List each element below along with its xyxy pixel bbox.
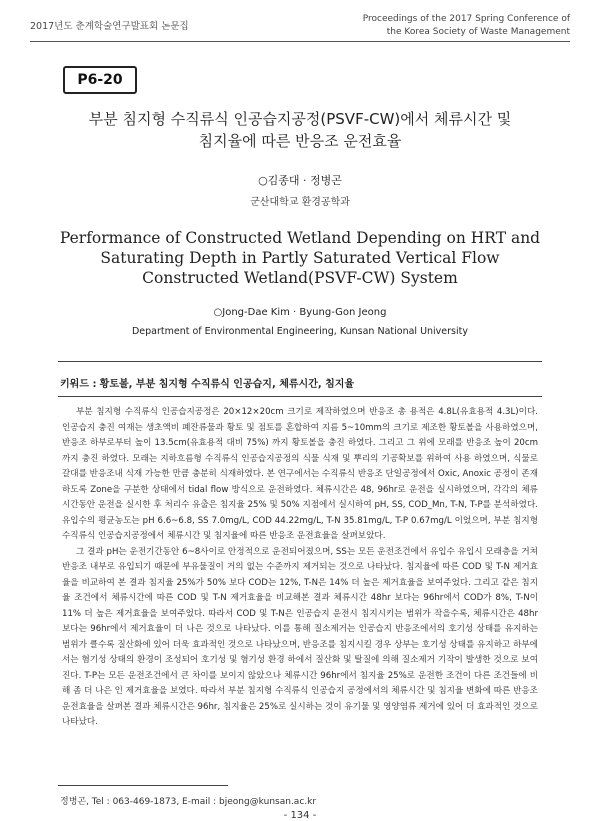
keywords-top-rule bbox=[58, 361, 542, 362]
running-header-right bbox=[363, 13, 570, 39]
english-title bbox=[20, 228, 580, 288]
running-header-left: 2017년도 춘계학술연구발표회 논문집 bbox=[30, 21, 189, 32]
paper-code-badge: P6-20 bbox=[63, 66, 137, 94]
korean-title bbox=[20, 108, 580, 152]
running-header-right-line1: Proceedings of the 2017 Spring Conference of bbox=[362, 14, 570, 24]
keywords bbox=[60, 375, 354, 390]
body-paragraph-2: 그 결과 pH는 운전기간동안 6~8사이로 안정적으로 운전되어졌으며, SS는 모든 운전조건에서 유입수 유입시 모래층을 거쳐 반응조 내부로 유입되기 때문에 부유물질이 거의 없는 수준까지 제거되는 것으로 나타났다. 침지율에 따른 COD 및 T-N 제거효율을 비교하여 본 결과 침지율 25%가 50% 보다 COD는 12%, T-N은 14% 더 높은 제거효율을 보여주었다. 그리고 같은 침지율 조건에서 체류시간에 따른 COD 및 T-N 제거효율을 비교해본 결과 체류시간 48hr 보다는 96hr에서 COD가 8%, T-N이 11% 더 높은 제거효율을 보여주었다. 따라서 COD 및 T-N은 인공습지 운전시 침지시키는 범위가 작을수록, 체류시간은 48hr 보다는 96hr에서 제거효율이 더 나은 것으로 나타났다. 이를 통해 질소제거는 인공습지 반응조에서의 호기성 상태를 유지하는 범위가 클수록 질산화에 있어 더욱 효과적인 것으로 나타났으며, 반응조를 침지시킬 경우 상부는 호기성 상태를 유지하고 하부에서는 혐기성 상태의 환경이 조성되어 호기성 및 혐기성 환경 하에서 질산화 및 탈질에 의해 질소제거 기작이 발생한 것으로 보여진다. T-P는 모든 운전조건에서 큰 차이를 보이지 않았으나 체류시간 96hr에서 침지율 25%로 운전한 조건이 다른 조건들에 비해 좀 더 나은 인 제거효율을 보였다. 따라서 부분 침지형 수직류식 인공습지 공정에서의 체류시간 및 침지율 변화에 따른 반응조 운전효율을 살펴본 결과 체류시간은 96hr, 침지율은 25%로 실시하는 것이 유기물 및 영양염류 제거에 있어 더 효과적인 것으로 나타났다. bbox=[62, 546, 538, 727]
keywords-label: 키워드 : bbox=[60, 379, 97, 390]
running-header-right-line2: the Korea Society of Waste Management bbox=[386, 27, 570, 37]
korean-title-line1: 부분 침지형 수직류식 인공습지공정(PSVF-CW)에서 체류시간 및 bbox=[88, 110, 512, 128]
english-affiliation: Department of Environmental Engineering, Kunsan National University bbox=[131, 326, 468, 337]
footnote-rule bbox=[58, 785, 228, 786]
english-title-line1: Performance of Constructed Wetland Depending on HRT and bbox=[59, 229, 541, 247]
english-authors: ○Jong-Dae Kim · Byung-Gon Jeong bbox=[213, 307, 387, 318]
korean-affiliation: 군산대학교 환경공학과 bbox=[250, 197, 350, 208]
keywords-text: 황토볼, 부분 침지형 수직류식 인공습지, 체류시간, 침지율 bbox=[99, 379, 355, 390]
english-title-line3: Constructed Wetland(PSVF-CW) System bbox=[142, 269, 458, 287]
page-number: - 134 - bbox=[283, 810, 317, 821]
korean-title-line2: 침지율에 따른 반응조 운전효율 bbox=[198, 132, 402, 150]
korean-authors: ○김종대 · 정병곤 bbox=[258, 174, 342, 187]
body-paragraph-1: 부분 침지형 수직류식 인공습지공정은 20×12×20cm 크기로 제작하였으며 반응조 총 용적은 4.8L(유효용적 4.3L)이다. 인공습지 충진 여재는 생초액비 폐잔류물과 황토 및 점토를 혼합하여 지름 5~10mm의 크기로 제조한 황토볼을 사용하였으며, 반응조 하부로부터 높이 13.5cm(유효용적 대비 75%) 까지 황토볼을 충진 하였다. 그리고 그 위에 모래를 반응조 높이 20cm 까지 충진 하였다. 모래는 지하흐름형 수직류식 인공습지공정의 식물 식재 및 뿌리의 기공확보를 위하여 사용 하였으며, 식물로 갈대를 반응조내 식재 가능한 만큼 충분히 식재하였다. 본 연구에서는 수직류식 반응조 단일공정에서 Oxic, Anoxic 공정이 존재하도록 Zone을 구분한 상태에서 tidal flow 방식으로 운전하였다. 체류시간은 48, 96hr로 운전을 실시하였으며, 각각의 체류시간동안 운전을 실시한 후 처리수 유출은 침지율 25% 및 50% 지점에서 실시하여 pH, SS, COD_Mn, T-N, T-P를 분석하였다. 유입수의 평균농도는 pH 6.6~6.8, SS 7.0mg/L, COD 44.22mg/L, T-N 35.81mg/L, T-P 0.67mg/L 이었으며, 부분 침지형 수직류식 인공습지공정에서 체류시간 및 침지율에 따른 반응조 운전효율을 살펴보았다. bbox=[62, 407, 538, 541]
header-rule bbox=[30, 41, 570, 42]
corresponding-author-footnote: 정병곤, Tel : 063-469-1873, E-mail : bjeong@kunsan.ac.kr bbox=[60, 797, 317, 807]
english-title-line2: Saturating Depth in Partly Saturated Vertical Flow bbox=[100, 249, 500, 267]
keywords-bottom-rule bbox=[58, 396, 542, 397]
abstract-body bbox=[62, 405, 538, 731]
